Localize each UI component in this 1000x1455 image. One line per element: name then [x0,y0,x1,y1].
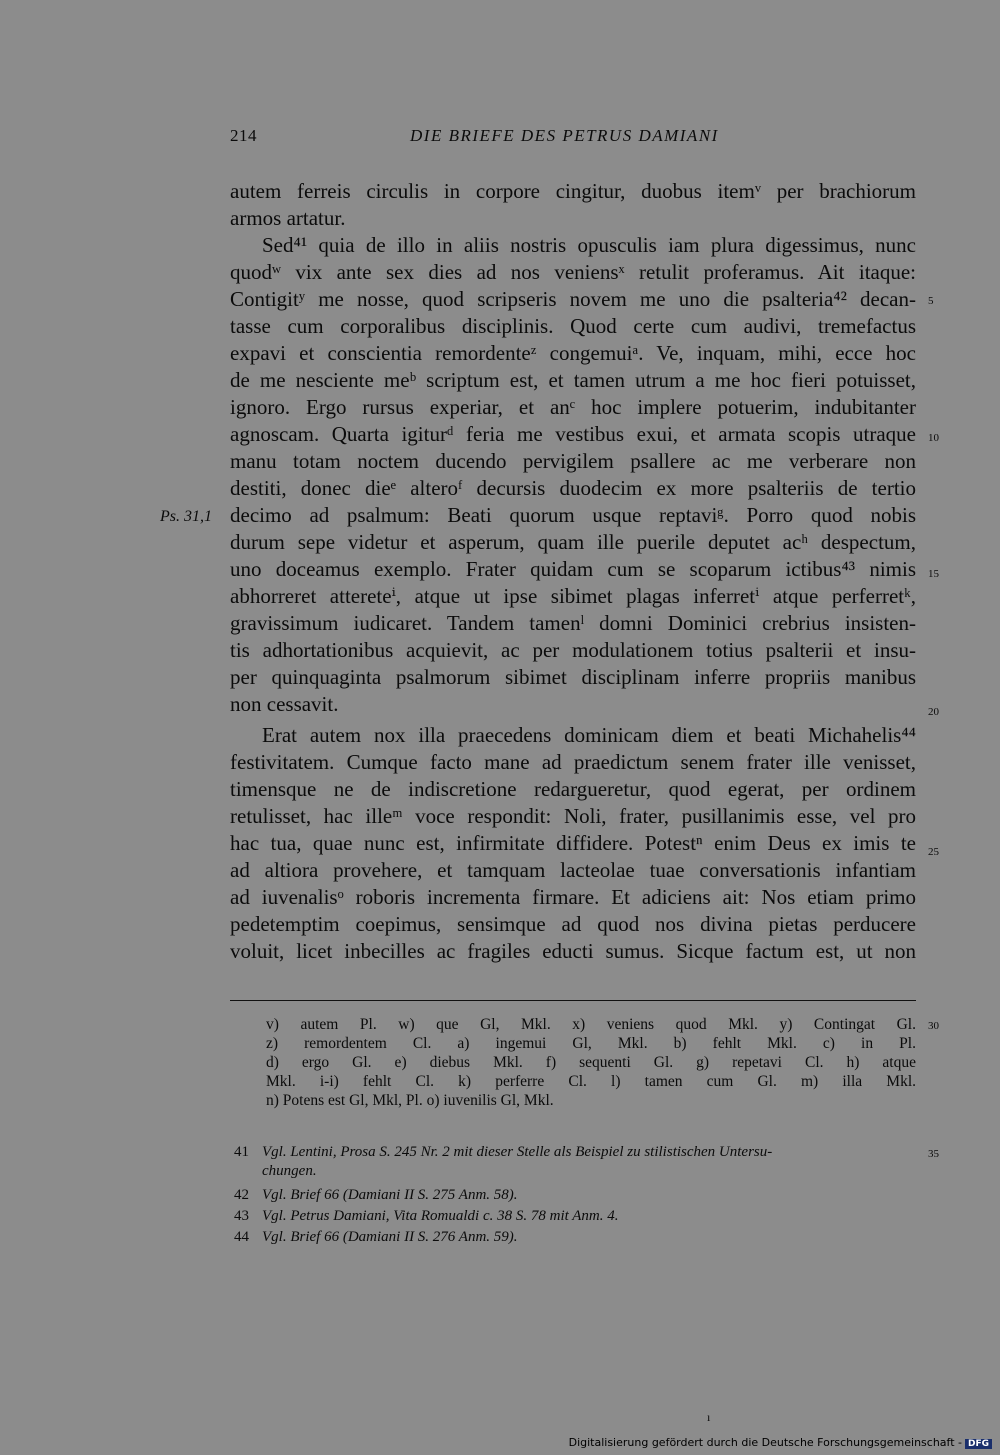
body-line: abhorreret attereteⁱ, atque ut ipse sibimet plagas inferretⁱ atque perferretᵏ, [230,584,916,608]
apparatus-line: v) autem Pl. w) que Gl, Mkl. x) veniens quod Mkl. y) Contingat Gl. [266,1016,916,1033]
body-line: non cessavit. [230,692,339,716]
body-line: decimo ad psalmum: Beati quorum usque reptaviᵍ. Porro quod nobis [230,503,916,527]
body-line: pedetemptim coepimus, sensimque ad quod nos divina pietas perducere [230,912,916,936]
line-number: 25 [928,846,939,858]
body-line: destiti, donec dieᵉ alteroᶠ decursis duodecim ex more psalteriis de tertio [230,476,916,500]
body-line: voluit, licet inbecilles ac fragiles educti sumus. Sicque factum est, ut non [230,939,916,963]
running-title: DIE BRIEFE DES PETRUS DAMIANI [410,126,719,145]
dfg-logo: DFG [965,1439,992,1449]
body-line: ad altiora provehere, et tamquam lacteolae tuae conversationis infantiam [230,858,916,882]
body-line: Contigitʸ me nosse, quod scripseris novem me uno die psalteria⁴² decan- [230,287,916,311]
digitization-footer [569,1436,992,1449]
apparatus-line: Mkl. i-i) fehlt Cl. k) perferre Cl. l) tamen cum Gl. m) illa Mkl. [266,1073,916,1090]
note-41-continuation: chungen. [262,1163,317,1179]
line-number: 35 [928,1148,939,1160]
line-number: 15 [928,568,939,580]
body-line: Erat autem nox illa praecedens dominicam diem et beati Michahelis⁴⁴ [262,723,916,747]
note-41: 41 Vgl. Lentini, Prosa S. 245 Nr. 2 mit dieser Stelle als Beispiel zu stilistischen Untersu- [234,1144,773,1160]
body-line: autem ferreis circulis in corpore cingitur, duobus itemᵛ per brachiorum [230,179,916,203]
margin-reference: Ps. 31,1 [160,508,212,525]
line-number: 20 [928,706,939,718]
body-line: tasse cum corporalibus disciplinis. Quod certe cum audivi, tremefactus [230,314,916,338]
note-42: 42 Vgl. Brief 66 (Damiani II S. 275 Anm. 58). [234,1187,518,1203]
body-line: ad iuvenalisᵒ roboris incrementa firmare. Et adiciens ait: Nos etiam primo [230,885,916,909]
body-line: tis adhortationibus acquievit, ac per modulationem totius psalterii et insu- [230,638,916,662]
apparatus-line: z) remordentem Cl. a) ingemui Gl, Mkl. b) fehlt Mkl. c) in Pl. [266,1035,916,1052]
line-number: 30 [928,1020,939,1032]
body-line: quodʷ vix ante sex dies ad nos veniensˣ retulit proferamus. Ait itaque: [230,260,916,284]
body-line: ignoro. Ergo rursus experiar, et anᶜ hoc implere potuerim, indubitanter [230,395,916,419]
body-line: gravissimum iudicaret. Tandem tamenˡ domni Dominici crebrius insisten- [230,611,916,635]
body-line: per quinquaginta psalmorum sibimet disciplinam inferre propriis manibus [230,665,916,689]
footnote-rule [230,1000,916,1001]
note-44: 44 Vgl. Brief 66 (Damiani II S. 276 Anm. 59). [234,1229,518,1245]
body-line: durum sepe videtur et asperum, quam ille puerile deputet acʰ despectum, [230,530,916,554]
body-line: Sed⁴¹ quia de illo in aliis nostris opusculis iam plura digessimus, nunc [262,233,916,257]
body-line: timensque ne de indiscretione redargueretur, quod egerat, per ordinem [230,777,916,801]
line-number: 10 [928,432,939,444]
apparatus-line: n) Potens est Gl, Mkl, Pl. o) iuvenilis Gl, Mkl. [266,1092,554,1109]
body-line: festivitatem. Cumque facto mane ad praedictum senem frater ille venisset, [230,750,916,774]
body-line: uno doceamus exemplo. Frater quidam cum se scoparum ictibus⁴³ nimis [230,557,916,581]
note-43: 43 Vgl. Petrus Damiani, Vita Romualdi c. 38 S. 78 mit Anm. 4. [234,1208,619,1224]
footer-text: Digitalisierung gefördert durch die Deutsche Forschungsgemeinschaft - [568,1436,962,1449]
body-line: manu totam noctem ducendo pervigilem psallere ac me verberare non [230,449,916,473]
body-line: de me nesciente meᵇ scriptum est, et tamen utrum a me hoc fieri potuisset, [230,368,916,392]
apparatus-line: d) ergo Gl. e) diebus Mkl. f) sequenti Gl. g) repetavi Cl. h) atque [266,1054,916,1071]
body-line: agnoscam. Quarta igiturᵈ feria me vestibus exui, et armata scopis utraque [230,422,916,446]
body-line: armos artatur. [230,206,346,230]
body-line: hac tua, quae nunc est, infirmitate diffidere. Potestⁿ enim Deus ex imis te [230,831,916,855]
bottom-mark: ı [707,1410,711,1424]
page-number: 214 [230,126,257,145]
line-number: 5 [928,295,934,307]
body-line: expavi et conscientia remordenteᶻ congemuiᵃ. Ve, inquam, mihi, ecce hoc [230,341,916,365]
body-line: retulisset, hac illeᵐ voce respondit: Noli, frater, pusillanimis esse, vel pro [230,804,916,828]
